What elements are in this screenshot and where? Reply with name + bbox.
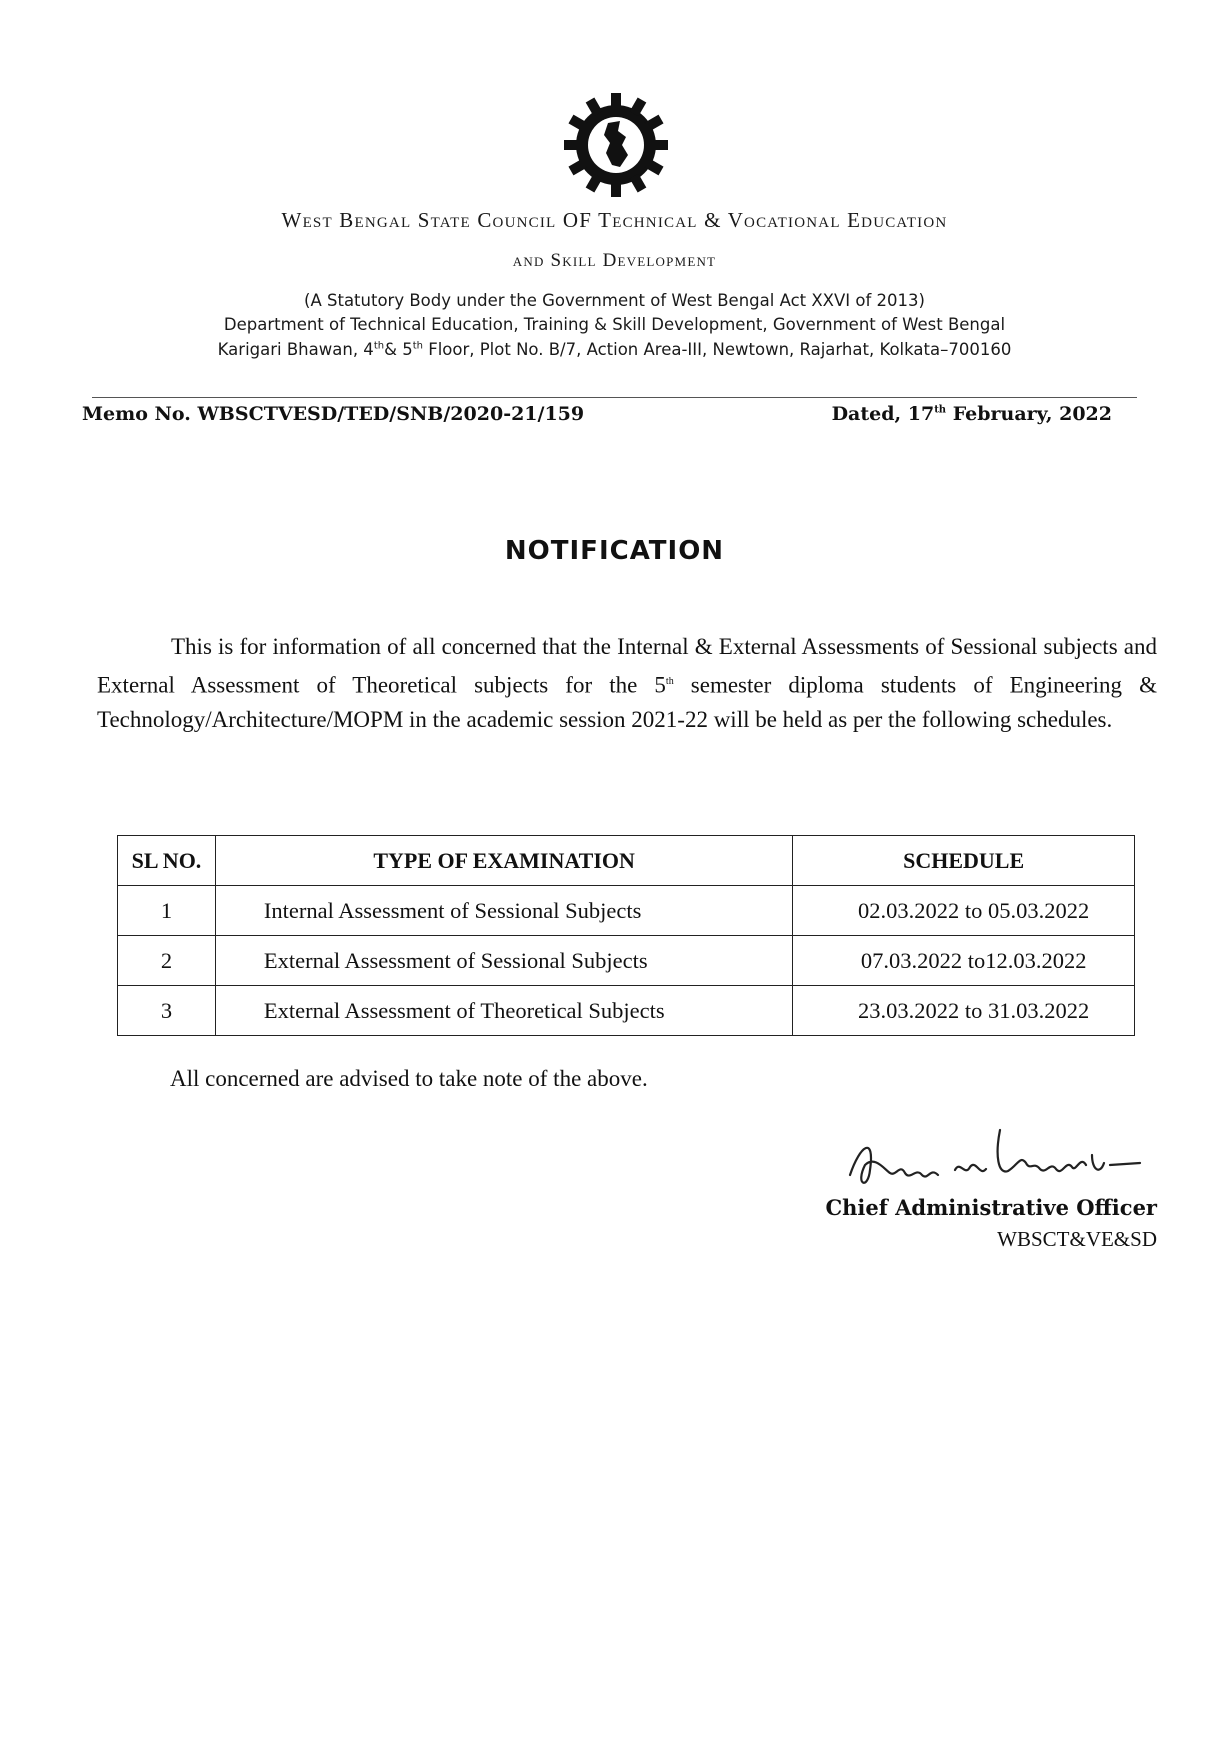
cell-exam-type: External Assessment of Theoretical Subjects [215,986,792,1036]
column-header-type: TYPE OF EXAMINATION [215,836,792,886]
cell-sl-no: 1 [118,886,216,936]
cell-schedule: 23.03.2022 to 31.03.2022 [793,986,1135,1036]
schedule-table [117,835,1135,1036]
cell-schedule: 07.03.2022 to12.03.2022 [793,936,1135,986]
notification-title: NOTIFICATION [504,536,725,566]
memo-date: Dated, 17th February, 2022 [831,403,1112,425]
column-header-schedule: SCHEDULE [793,836,1135,886]
memo-number: Memo No. WBSCTVESD/TED/SNB/2020-21/159 [82,403,585,425]
address-line: Karigari Bhawan, 4th& 5th Floor, Plot No. B/7, Action Area-III, Newtown, Rajarhat, Kolkata–700160 [217,340,1012,359]
column-header-sl-no: SL NO. [118,836,216,886]
table-header-row [118,836,1135,886]
council-logo-icon [556,85,676,205]
cell-schedule: 02.03.2022 to 05.03.2022 [793,886,1135,936]
closing-note: All concerned are advised to take note of the above. [170,1066,648,1091]
cell-sl-no: 3 [118,986,216,1036]
header-divider [92,397,1137,398]
signatory-designation: Chief Administrative Officer [825,1195,1157,1220]
organization-name: West Bengal State Council OF Technical & Vocational Education [281,208,948,232]
notification-body: This is for information of all concerned that the Internal & External Assessments of Sessional subjects and External Assessment of Theoretical subjects for the 5th semester diploma students of Engineering & Technology/Architecture/MOPM in the academic session 2021-22 will be held as per the following schedules. [97,634,1157,732]
signatory-office: WBSCT&VE&SD [997,1227,1157,1251]
table-row [118,886,1135,936]
cell-exam-type: Internal Assessment of Sessional Subjects [215,886,792,936]
organization-name-line2: and Skill Development [512,250,717,271]
department-line: Department of Technical Education, Training & Skill Development, Government of West Bengal [223,315,1006,334]
table-row [118,986,1135,1036]
statute-line: (A Statutory Body under the Government of West Bengal Act XXVI of 2013) [304,291,925,310]
cell-sl-no: 2 [118,936,216,986]
table-row [118,936,1135,986]
cell-exam-type: External Assessment of Sessional Subjects [215,936,792,986]
